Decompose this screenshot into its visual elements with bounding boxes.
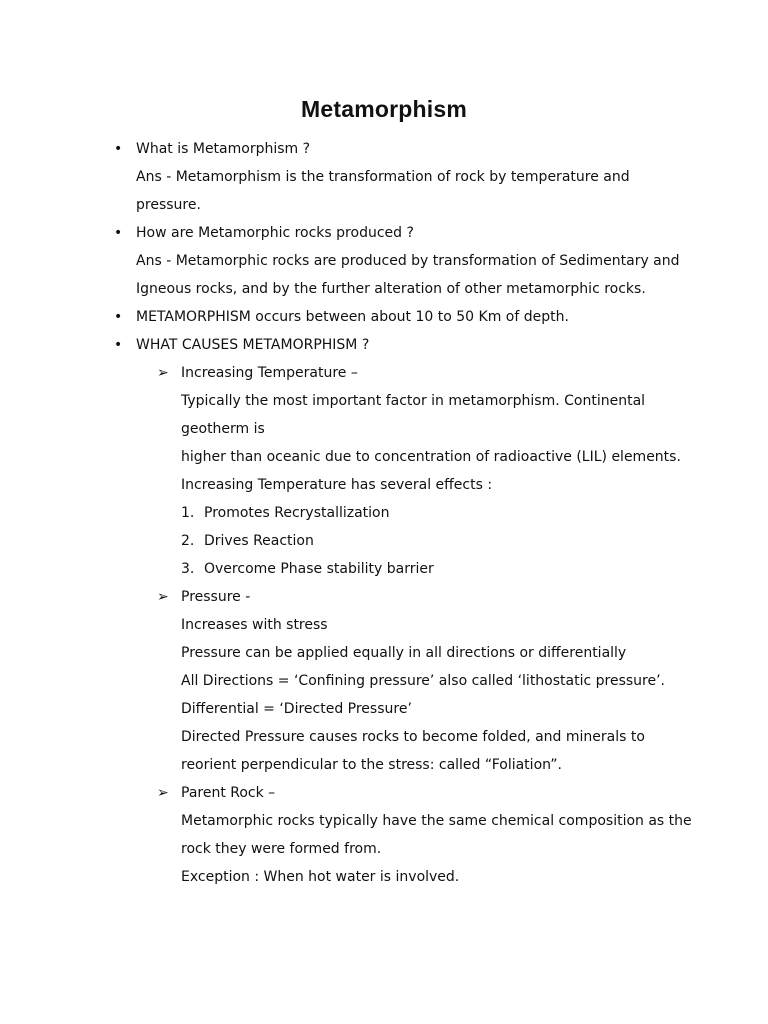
paragraph-line [0,387,768,415]
paragraph-text: Increasing Temperature has several effects : [181,477,493,493]
paragraph-line [0,695,768,723]
paragraph-text: Pressure can be applied equally in all directions or differentially [181,645,627,661]
question-text: How are Metamorphic rocks produced ? [136,225,414,241]
paragraph-line [0,611,768,639]
document-title: Metamorphism [301,96,467,122]
paragraph-text: reorient perpendicular to the stress: called “Foliation”. [181,757,562,773]
document-body [0,135,768,891]
question-text: WHAT CAUSES METAMORPHISM ? [136,337,370,353]
item-number: 2. [181,533,195,549]
answer-text: Ans - Metamorphism is the transformation of rock by temperature and [136,169,630,185]
paragraph-text: Increases with stress [181,617,328,633]
paragraph-text: Typically the most important factor in metamorphism. Continental [181,393,646,409]
bullet-icon: • [114,225,123,241]
fact-depth [0,303,768,331]
bullet-icon: • [114,309,123,325]
item-number: 3. [181,561,195,577]
answer-text: pressure. [136,197,201,213]
paragraph-line [0,863,768,891]
paragraph-text: All Directions = ‘Confining pressure’ also called ‘lithostatic pressure’. [181,673,666,689]
question-what-is-metamorphism [0,135,768,163]
arrow-bullet-icon: ➢ [157,785,169,801]
bullet-icon: • [114,141,123,157]
paragraph-line [0,415,768,443]
arrow-bullet-icon: ➢ [157,589,169,605]
paragraph-text: Differential = ‘Directed Pressure’ [181,701,412,717]
paragraph-text: Directed Pressure causes rocks to become folded, and minerals to [181,729,645,745]
paragraph-text: higher than oceanic due to concentration of radioactive (LIL) elements. [181,449,681,465]
bullet-icon: • [114,337,123,353]
answer-text: Igneous rocks, and by the further alteration of other metamorphic rocks. [136,281,646,297]
question-what-causes [0,331,768,359]
paragraph-text: geotherm is [181,421,265,437]
paragraph-text: Exception : When hot water is involved. [181,869,460,885]
arrow-bullet-icon: ➢ [157,365,169,381]
paragraph-line [0,639,768,667]
item-text: Promotes Recrystallization [204,505,390,521]
subheading-parent-rock [0,779,768,807]
item-number: 1. [181,505,195,521]
answer-text: Ans - Metamorphic rocks are produced by transformation of Sedimentary and [136,253,680,269]
paragraph-line [0,807,768,835]
paragraph-line [0,443,768,471]
question-text: What is Metamorphism ? [136,141,311,157]
paragraph-text: Metamorphic rocks typically have the same chemical composition as the [181,813,692,829]
subheading-text: Pressure - [181,589,251,605]
numbered-item [0,527,768,555]
subheading-text: Parent Rock – [181,785,276,801]
answer-line [0,163,768,191]
paragraph-line [0,835,768,863]
answer-line [0,275,768,303]
subheading-pressure [0,583,768,611]
subheading-text: Increasing Temperature – [181,365,358,381]
subheading-temperature [0,359,768,387]
numbered-item [0,555,768,583]
numbered-item [0,499,768,527]
question-how-produced [0,219,768,247]
paragraph-line [0,667,768,695]
paragraph-line [0,723,768,751]
paragraph-line [0,471,768,499]
answer-line [0,247,768,275]
fact-text: METAMORPHISM occurs between about 10 to 50 Km of depth. [136,309,569,325]
answer-line [0,191,768,219]
paragraph-line [0,751,768,779]
paragraph-text: rock they were formed from. [181,841,382,857]
item-text: Drives Reaction [204,533,314,549]
item-text: Overcome Phase stability barrier [204,561,434,577]
